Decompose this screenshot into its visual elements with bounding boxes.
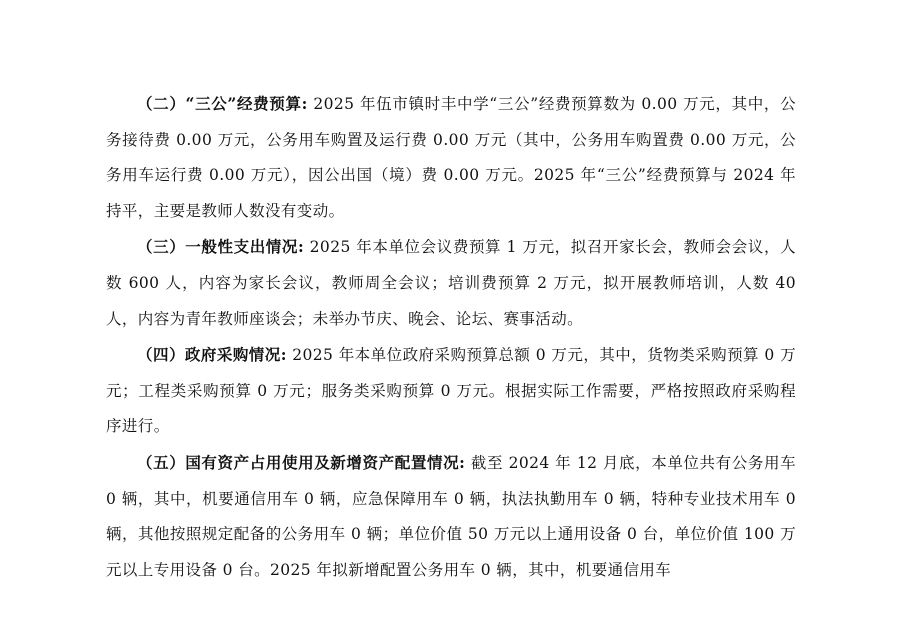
section-body: 2025 年本单位会议费预算 1 万元，拟召开家长会，教师会会议，人数 600 人，内容为家长会议，教师周全会议；培训费预算 2 万元，拟开展教师培训，人数 40 人，内容为青年教师座谈会；未举办节庆、晚会、论坛、赛事活动。 <box>106 238 796 328</box>
section-body: 2025 年本单位政府采购预算总额 0 万元，其中，货物类采购预算 0 万元；工程类采购预算 0 万元；服务类采购预算 0 万元。根据实际工作需要，严格按照政府采购程序进行。 <box>106 346 796 436</box>
section-body: 2025 年伍市镇时丰中学“三公”经费预算数为 0.00 万元，其中，公务接待费 0.00 万元，公务用车购置及运行费 0.00 万元（其中，公务用车购置费 0.00 万元，公务用车运行费 0.00 万元），因公出国（境）费 0.00 万元。2025 年“三公”经费预算与 2024 年持平，主要是教师人数没有变动。 <box>106 95 796 220</box>
paragraph-government-procurement <box>106 337 796 445</box>
paragraph-state-assets <box>106 445 796 588</box>
section-heading: （四）政府采购情况: <box>137 345 287 365</box>
document-body <box>106 86 796 588</box>
section-heading: （二）“三公”经费预算: <box>137 94 308 113</box>
section-body: 截至 2024 年 12 月底，本单位共有公务用车 0 辆，其中，机要通信用车 0 辆，应急保障用车 0 辆，执法执勤用车 0 辆，特种专业技术用车 0 辆，其他按照规定配备的公务用车 0 辆；单位价值 50 万元以上通用设备 0 台，单位价值 100 万元以上专用设备 0 台。2025 年拟新增配置公务用车 0 辆，其中，机要通信用车 <box>106 453 796 579</box>
section-heading: （三）一般性支出情况: <box>137 237 305 257</box>
paragraph-sanggong-budget <box>106 86 796 229</box>
section-heading: （五）国有资产占用使用及新增资产配置情况: <box>137 452 466 472</box>
paragraph-general-expenditure <box>106 229 796 337</box>
